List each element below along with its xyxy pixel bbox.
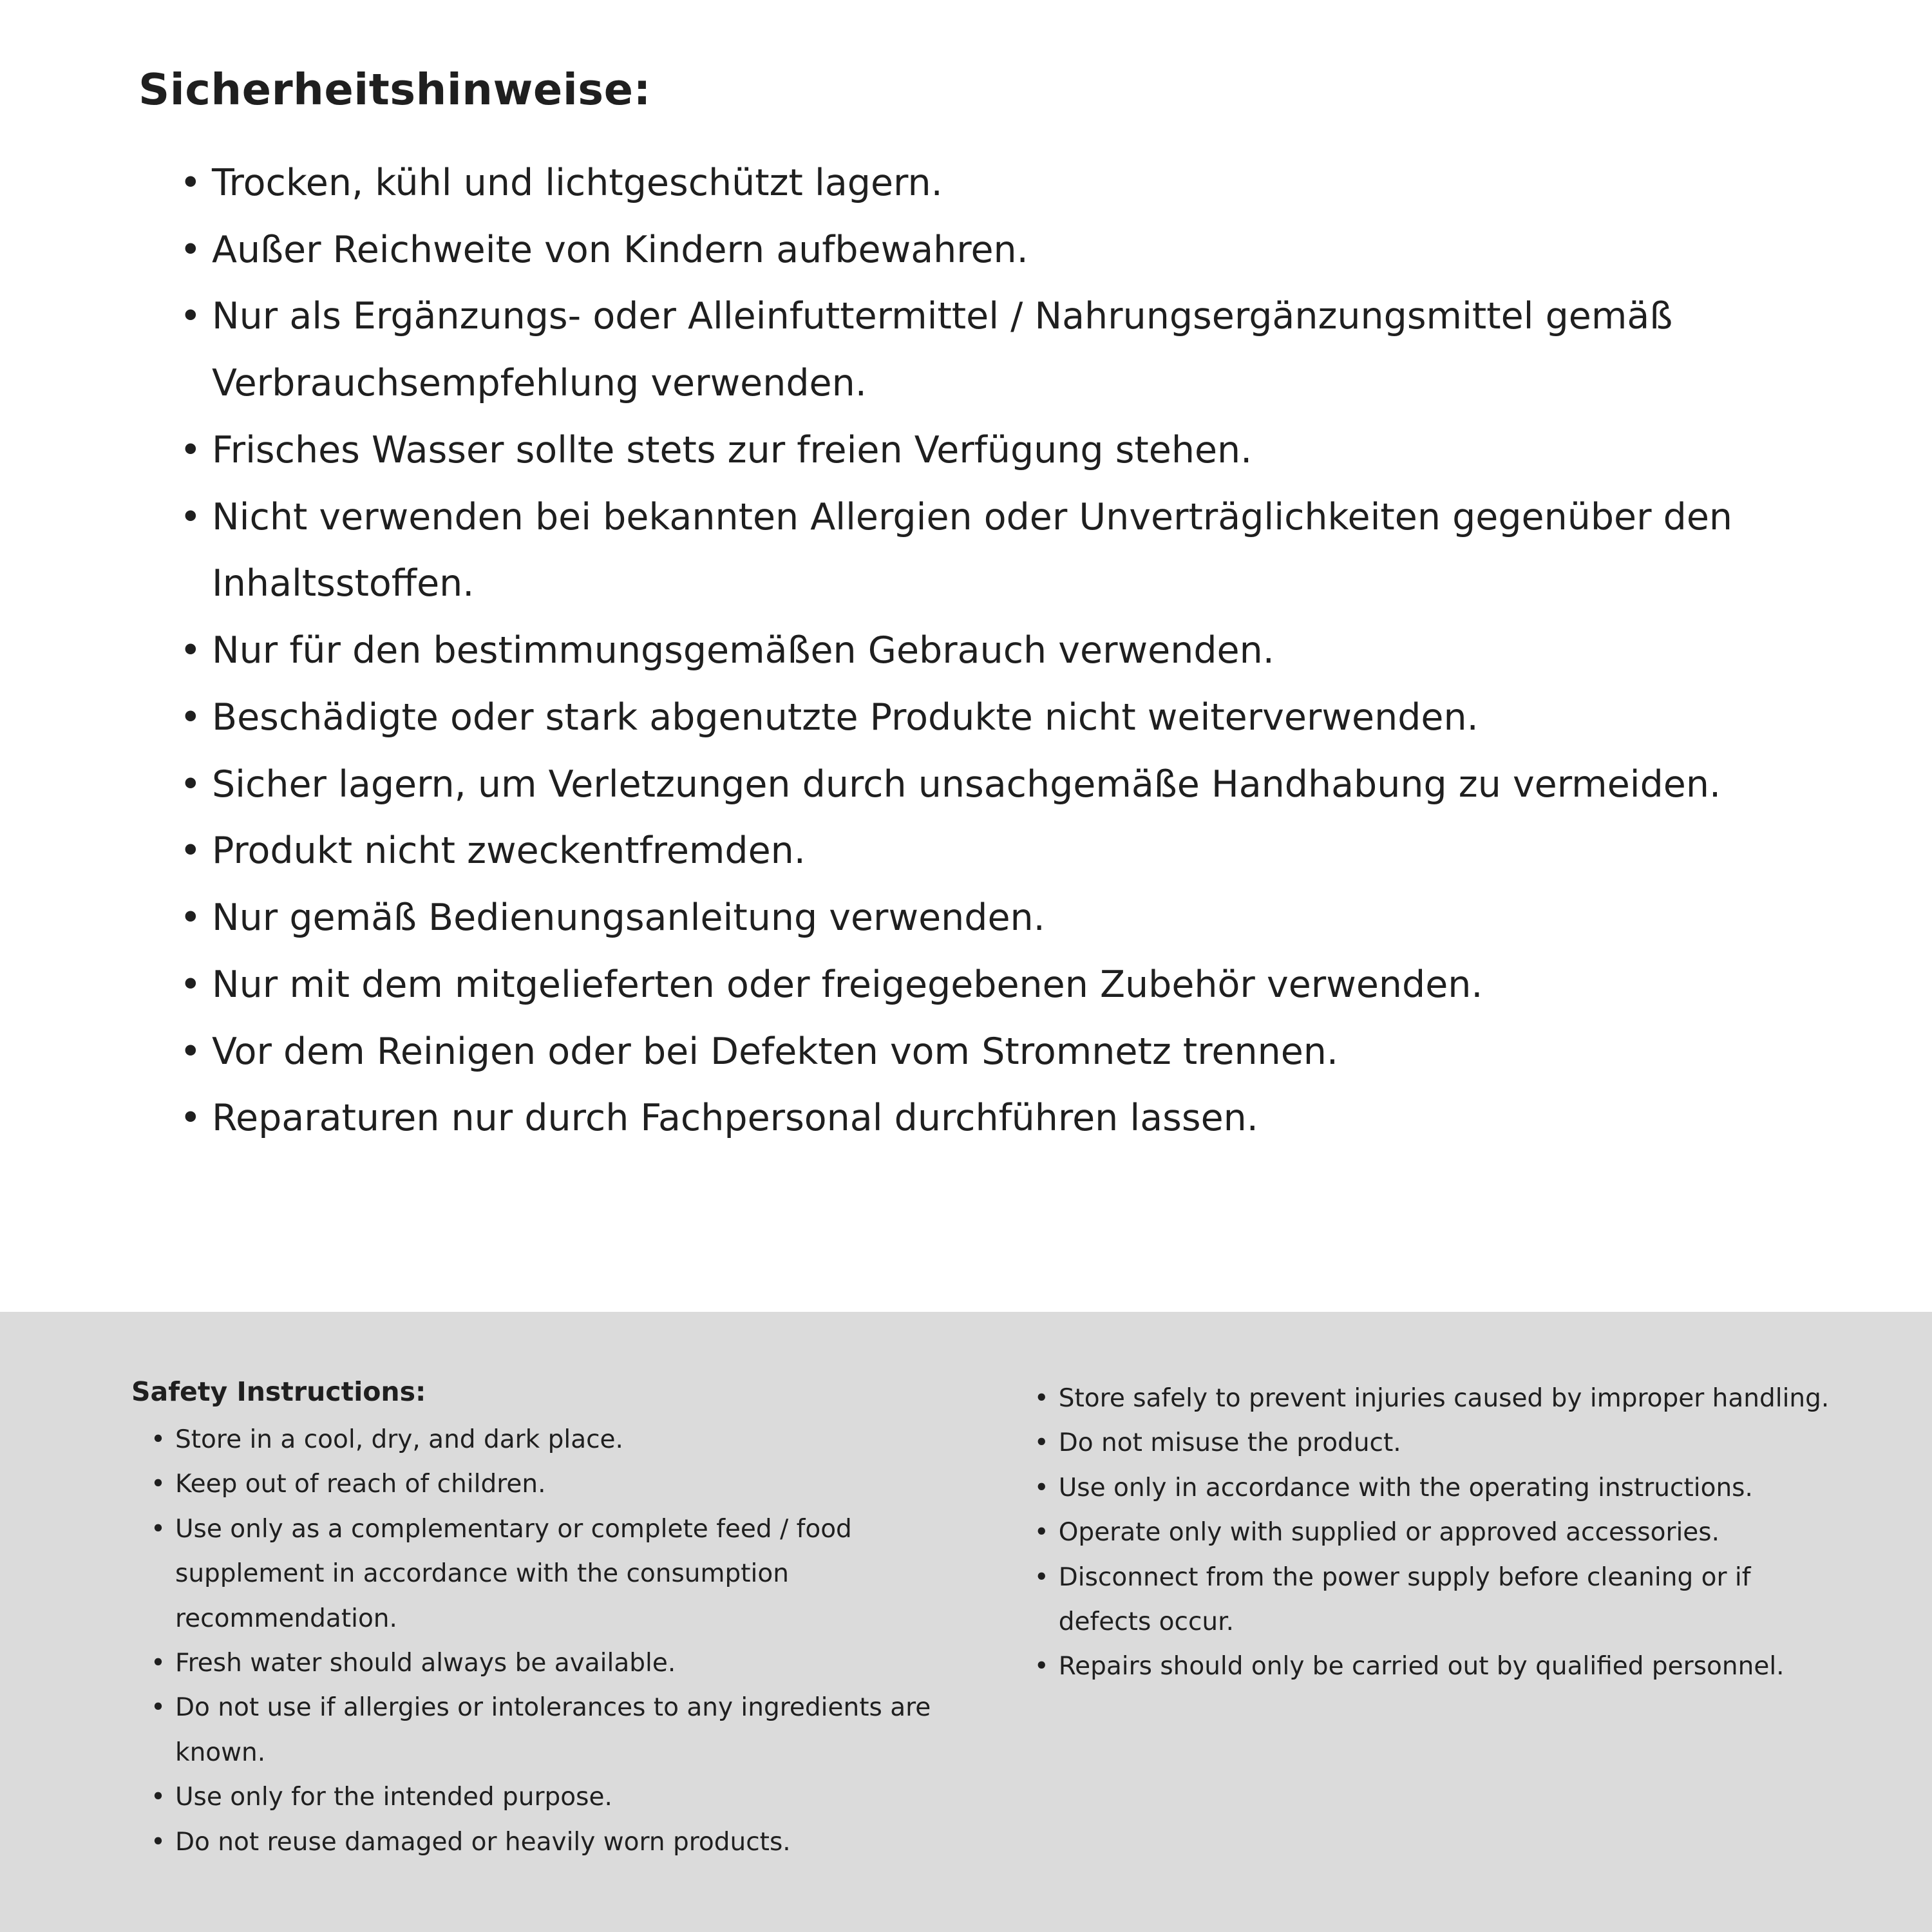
german-instruction-item: • Reparaturen nur durch Fachpersonal durchführen lassen. [176,1085,1800,1152]
german-instruction-item: • Beschädigte oder stark abgenutzte Produkte nicht weiterverwenden. [176,685,1800,752]
english-instructions-list-left [131,1417,981,1864]
english-section-title: Safety Instructions: [131,1376,426,1407]
german-instruction-item: • Vor dem Reinigen oder bei Defekten vom Stromnetz trennen. [176,1019,1800,1086]
english-section [0,1312,1932,1932]
english-instruction-item: • Use only in accordance with the operating instructions. [1030,1466,1835,1510]
english-instruction-item: • Store safely to prevent injuries caused by improper handling. [1030,1376,1835,1421]
german-instruction-item: • Sicher lagern, um Verletzungen durch unsachgemäße Handhabung zu vermeiden. [176,752,1800,819]
german-instruction-item: • Nur als Ergänzungs- oder Alleinfuttermittel / Nahrungsergänzungsmittel gemäß Verbrauchsempfehlung verwenden. [176,283,1800,417]
german-instruction-item: • Nur gemäß Bedienungsanleitung verwenden. [176,885,1800,952]
german-instruction-item: • Produkt nicht zweckentfremden. [176,818,1800,885]
english-instruction-item: • Keep out of reach of children. [147,1462,981,1506]
german-instruction-item: • Trocken, kühl und lichtgeschützt lagern. [176,150,1800,217]
english-instruction-item: • Store in a cool, dry, and dark place. [147,1417,981,1462]
english-instruction-item: • Do not reuse damaged or heavily worn products. [147,1820,981,1864]
english-instruction-item: • Fresh water should always be available. [147,1641,981,1685]
german-instruction-item: • Außer Reichweite von Kindern aufbewahren. [176,217,1800,284]
english-right-column [1030,1376,1835,1932]
english-instruction-item: • Operate only with supplied or approved accessories. [1030,1510,1835,1555]
english-instruction-item: • Do not misuse the product. [1030,1421,1835,1465]
english-instruction-item: • Disconnect from the power supply before cleaning or if defects occur. [1030,1555,1835,1645]
german-instruction-item: • Nur mit dem mitgelieferten oder freigegebenen Zubehör verwenden. [176,952,1800,1019]
english-instructions-list-right [1030,1376,1835,1689]
german-section-title: Sicherheitshinweise: [138,64,651,115]
german-instruction-item: • Frisches Wasser sollte stets zur freien Verfügung stehen. [176,417,1800,484]
english-instruction-item: • Use only for the intended purpose. [147,1775,981,1819]
english-left-column [131,1376,981,1932]
german-instruction-item: • Nur für den bestimmungsgemäßen Gebrauch verwenden. [176,618,1800,685]
german-instruction-item: • Nicht verwenden bei bekannten Allergien oder Unverträglichkeiten gegenüber den Inhaltsstoffen. [176,484,1800,618]
german-instructions-list [138,150,1800,1152]
english-instruction-item: • Do not use if allergies or intolerances to any ingredients are known. [147,1685,981,1775]
english-instruction-item: • Use only as a complementary or complete feed / food supplement in accordance with the consumption recommendation. [147,1507,981,1641]
english-instruction-item: • Repairs should only be carried out by qualified personnel. [1030,1644,1835,1689]
